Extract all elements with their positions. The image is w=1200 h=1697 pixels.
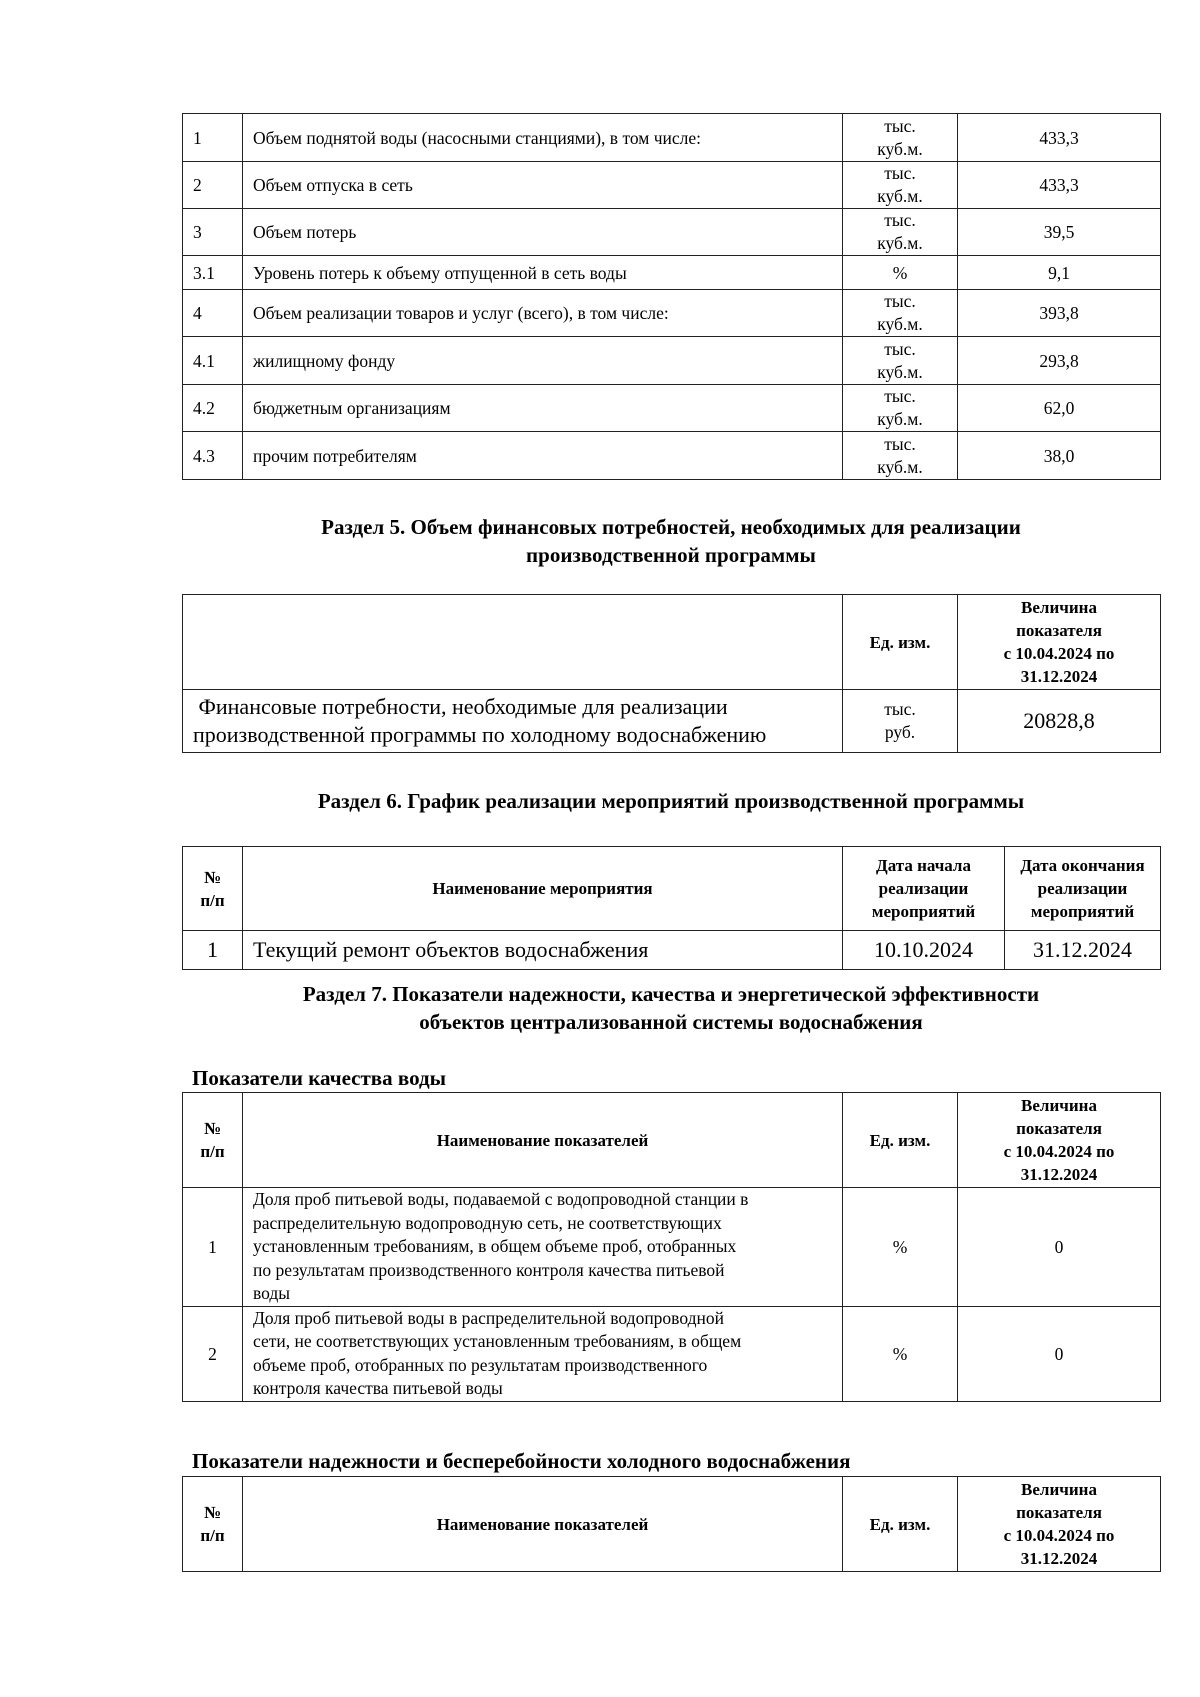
row-number: 2 [183,1306,243,1401]
header-empty-cell [183,595,843,690]
table-header-row [183,595,1161,690]
header-num: № п/п [183,1477,243,1572]
header-unit: Ед. изм. [843,1093,958,1188]
row-unit: тыс. куб.м. [843,337,958,385]
row-name: Объем потерь [243,209,843,256]
quality-table-block [182,1092,1160,1402]
table-row [183,337,1161,385]
table-row [183,290,1161,337]
quality-table [182,1092,1161,1402]
header-end-date: Дата окончания реализации мероприятий [1005,847,1161,931]
row-unit: тыс. куб.м. [843,114,958,162]
table-row [183,690,1161,753]
table-row [183,1188,1161,1307]
row-name: жилищному фонду [243,337,843,385]
row-value: 393,8 [958,290,1161,337]
row-unit: тыс. куб.м. [843,162,958,209]
row-value: 39,5 [958,209,1161,256]
row-value: 293,8 [958,337,1161,385]
header-name: Наименование показателей [243,1477,843,1572]
header-unit: Ед. изм. [843,595,958,690]
header-value: Величина показателя с 10.04.2024 по 31.12.2024 [958,1477,1161,1572]
row-value: 0 [958,1188,1161,1307]
row-end-date: 31.12.2024 [1005,931,1161,970]
finance-value: 20828,8 [958,690,1161,753]
row-name: Доля проб питьевой воды, подаваемой с водопроводной станции в распределительную водопроводную сеть, не соответствующих установленным требованиям, в общем объеме проб, отобранных по результатам производственного контроля качества питьевой воды [243,1188,843,1307]
row-unit: % [843,256,958,290]
row-unit: тыс. куб.м. [843,290,958,337]
table-row [183,931,1161,970]
row-value: 433,3 [958,162,1161,209]
row-value: 433,3 [958,114,1161,162]
row-name: Объем реализации товаров и услуг (всего), в том числе: [243,290,843,337]
row-number: 4.1 [183,337,243,385]
finance-table [182,594,1161,753]
table-header-row [183,1093,1161,1188]
row-number: 4 [183,290,243,337]
section5-table-block [182,594,1160,753]
row-number: 3 [183,209,243,256]
row-name: Текущий ремонт объектов водоснабжения [243,931,843,970]
row-unit: тыс. куб.м. [843,209,958,256]
row-number: 4.2 [183,385,243,432]
table-row [183,209,1161,256]
row-value: 9,1 [958,256,1161,290]
row-unit: тыс. куб.м. [843,385,958,432]
header-name: Наименование показателей [243,1093,843,1188]
section6-title: Раздел 6. График реализации мероприятий производственной программы [317,789,1025,813]
row-number: 2 [183,162,243,209]
reliability-table-block [182,1476,1160,1572]
header-name: Наименование мероприятия [243,847,843,931]
row-number: 1 [183,931,243,970]
table-row [183,114,1161,162]
row-name: бюджетным организациям [243,385,843,432]
header-num: № п/п [183,847,243,931]
row-name: Объем поднятой воды (насосными станциями), в том числе: [243,114,843,162]
header-value: Величина показателя с 10.04.2024 по 31.12.2024 [958,1093,1161,1188]
row-number: 1 [183,114,243,162]
finance-name: Финансовые потребности, необходимые для реализации производственной программы по холодному водоснабжению [183,690,843,753]
section6-table-block [182,846,1160,970]
header-num: № п/п [183,1093,243,1188]
row-start-date: 10.10.2024 [843,931,1005,970]
row-name: Объем отпуска в сеть [243,162,843,209]
table-row [183,385,1161,432]
table-header-row [183,1477,1161,1572]
row-unit: тыс. куб.м. [843,432,958,480]
row-number: 1 [183,1188,243,1307]
reliability-table [182,1476,1161,1572]
header-value: Величина показателя с 10.04.2024 по 31.12.2024 [958,595,1161,690]
header-unit: Ед. изм. [843,1477,958,1572]
volume-table [182,113,1161,480]
row-value: 62,0 [958,385,1161,432]
table-header-row [183,847,1161,931]
table-row [183,432,1161,480]
volume-table-block [182,113,1160,480]
section7-title: Раздел 7. Показатели надежности, качества и энергетической эффективности объектов централизованной системы водоснабжения [302,982,1040,1034]
row-unit: % [843,1306,958,1401]
table-row [183,162,1161,209]
row-number: 3.1 [183,256,243,290]
row-name: Уровень потерь к объему отпущенной в сеть воды [243,256,843,290]
row-name: прочим потребителям [243,432,843,480]
table-row [183,1306,1161,1401]
section5-title: Раздел 5. Объем финансовых потребностей, необходимых для реализации производственной программы [321,515,1021,567]
row-name: Доля проб питьевой воды в распределительной водопроводной сети, не соответствующих установленным требованиям, в общем объеме проб, отобранных по результатам производственного контроля качества питьевой воды [243,1306,843,1401]
finance-unit: тыс. руб. [843,690,958,753]
reliability-subtitle: Показатели надежности и бесперебойности холодного водоснабжения [192,1449,851,1473]
schedule-table [182,846,1161,970]
row-number: 4.3 [183,432,243,480]
quality-subtitle: Показатели качества воды [192,1066,446,1090]
row-value: 0 [958,1306,1161,1401]
row-unit: % [843,1188,958,1307]
header-start-date: Дата начала реализации мероприятий [843,847,1005,931]
row-value: 38,0 [958,432,1161,480]
table-row [183,256,1161,290]
